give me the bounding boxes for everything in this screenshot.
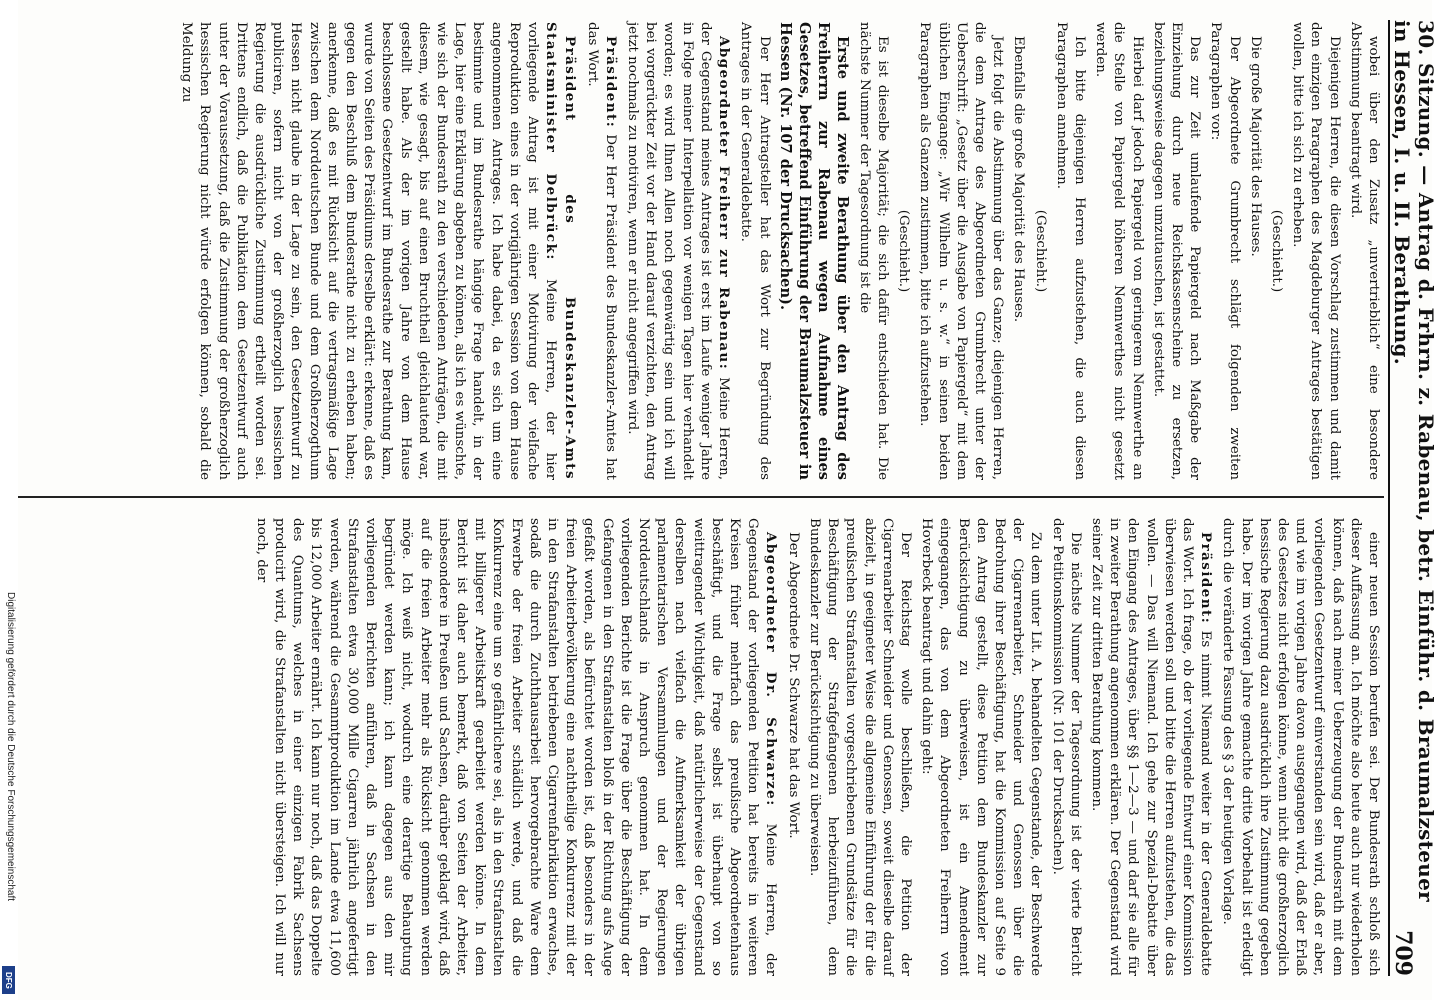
page-number: 709: [1390, 930, 1416, 976]
dfg-logo: DFG: [2, 966, 15, 994]
body-paragraph: Der Abgeordnete Grumbrecht schlägt folgenden zweiten Paragraphen vor:: [1208, 22, 1242, 480]
right-column: [12, 518, 1382, 976]
speaker-name: Abgeordneter Freiherr zur Rabenau:: [716, 36, 733, 371]
stage-direction: (Geschieht.): [1268, 209, 1284, 293]
speech-paragraph: [177, 22, 579, 480]
body-paragraph: Die große Majorität des Hauses.: [1247, 36, 1263, 257]
running-title: 30. Sitzung. — Antrag d. Frhrn. z. Rabenau, betr. Einführ. d. Braumalzsteuer in Hessen, I. u. II. Berathung.: [1390, 20, 1438, 902]
speech-text: Meine Herren, der Gegenstand meines Antrages ist erst im Laufe weniger Jahre in Folge meiner Interpellation vor wenigen Tagen hier verhandelt worden; es wird Ihnen Allen noch gegenwärtig sein und ich will bei vorgerückter Zeit vor der Hand darauf verzichten, den Antrag jetzt nochmals zu motiviren, wenn er nicht angegriffen wird.: [625, 22, 732, 481]
body-paragraph: Der Reichstag wolle beschließen, die Petition der Cigarrenarbeiter Schneider und Genossen, soweit dieselbe darauf abzielt, in geeigneter Weise die allgemeine Einführung der für die preußischen Strafanstalten vorgeschriebenen Grundsätze für die Beschäftigung der Strafgefangenen herbeizuführen, dem Bundeskanzler zur Berücksichtigung zu überweisen.: [806, 518, 913, 976]
page-header: [1388, 20, 1438, 976]
body-paragraph: Jetzt folgt die Abstimmung über das Ganze; diejenigen Herren, die dem Antrage des Abgeordneten Grumbrecht unter der Ueberschrift: „Gesetz über die Ausgabe von Papiergeld“ mit dem üblichen Eingange: „Wir Wilhelm u. s. w.“ in seinen beiden Paragraphen als Ganzem zustimmen, bitte ich aufzustehen.: [917, 22, 1006, 480]
speech-paragraph: [252, 518, 781, 976]
speaker-name: Präsident:: [1198, 532, 1215, 625]
body-paragraph: Ebenfalls die große Majorität des Hauses.: [1011, 36, 1027, 323]
body-paragraph: Ich bitte diejenigen Herren aufzustehen, die auch diesen Paragraphen annehmen.: [1053, 22, 1087, 480]
speaker-name: Präsident:: [602, 36, 619, 129]
body-paragraph: wobei über den Zusatz „unvertrieblich“ eine besondere Abstimmung beantragt wird.: [1347, 22, 1381, 480]
body-paragraph: Hierbei darf jedoch Papiergeld von geringerem Nennwerthe an die Stelle von Papiergeld höheren Nennwerthes nicht gesetzt werden.: [1093, 22, 1145, 480]
speaker-name: Präsident des Bundeskanzler-Amts Staatsminister Delbrück:: [543, 22, 579, 480]
agenda-heading: Erste und zweite Berathung über den Antrag des Freiherrn zur Rabenau wegen Aufnahme eines Gesetzes, betreffend Einführung der Braumalzsteuer in Hessen (Nr. 107 der Drucksachen).: [776, 22, 851, 480]
speaker-name: Abgeordneter Dr. Schwarze:: [763, 532, 780, 807]
left-column: [12, 22, 1382, 480]
speech-paragraph: [623, 22, 733, 480]
body-paragraph: Zu dem unter Lit. A. behandelten Gegenstande, der Beschwerde der Cigarrenarbeiter, Schneider und Genossen über die Bedrohung ihrer Beschäftigung, hat die Kommission auf Seite 9 den Antrag gestellt, diese Petition dem Bundeskanzler zur Berücksichtigung zu überweisen, ist ein Amendement eingegangen, das von dem Abgeordneten Freiherrn von Hoverbeck beantragt und dahin geht:: [919, 518, 1044, 976]
body-paragraph: einer neuen Session berufen sei. Der Bundesrath schloß sich dieser Auffassung an. Ich möchte also heute auch nur wiederholen können, daß nach meiner Ueberzeugung der Bundesrath mit dem vorliegenden Gesetzentwurf einverstanden sein wird, daß er aber, und wie im vorigen Jahre davon ausgegangen wird, daß der Erlaß des Gesetzes nicht erfolgen könne, wenn nicht die großherzoglich hessische Regierung dazu ausdrücklich ihre Zustimmung gegeben habe. Der im vorigen Jahre gemachte dritte Vorbehalt ist erledigt durch die veränderte Fassung des § 3 der heutigen Vorlage.: [1220, 518, 1381, 976]
speech-paragraph: [1087, 518, 1215, 976]
body-paragraph: Die nächste Nummer der Tagesordnung ist der vierte Bericht der Petitionskommission (Nr. 101 der Drucksachen).: [1049, 518, 1083, 976]
speech-paragraph: [582, 22, 619, 480]
body-paragraph: Der Herr Antragsteller hat das Wort zur Begründung des Antrages in der Generaldebatte.: [738, 22, 772, 480]
stage-direction: (Geschieht.): [1032, 209, 1048, 293]
body-paragraph: Es ist dieselbe Majorität; die sich dafür entschieden hat. Die nächste Nummer der Tagesordnung ist die: [856, 22, 890, 480]
body-paragraph: Der Abgeordnete Dr. Schwarze hat das Wort.: [785, 532, 801, 839]
speech-text: Meine Herren, der hier vorliegende Antrag ist mit einer Motivirung der vielfache Reproduktion eines in der vorigjährigen Session von dem Hause angenommenen Antrages. Ich habe dabei, da es sich um eine bestimmte und im Bundesrathe hängige Frage handelt, in der Lage, hier eine Erklärung abgeben zu können, als ich es wünschte, wie sich der Bundesrath zu den verschiedenen Anträgen, die mit diesem, wie gesagt, bis auf einen Bruchtheil gleichlautend war, gestellt habe. Als der im vorigen Jahre von dem Hause beschlossene Gesetzentwurf im Bundesrathe zur Berathung kam, wurde von Seiten des Präsidiums derselbe erklärt: erkenne, daß es gegen den Beschluß dem Bundesrathe nicht zu erheben haben; anerkenne, daß es mit Rücksicht auf die vertragsmäßige Lage zwischen dem Norddeutschen Bunde und dem Großherzogthum Hessen nicht glaube in der Lage zu sein, den Gesetzentwurf zu publiciren, sofern nicht von der großherzoglich hessischen Regierung die ausdrückliche Zustimmung ertheilt worden sei. Drittens endlich, daß die Publikation dem Gesetzentwurf auch unter der Voraussetzung, daß die Zustimmung der großherzoglich hessischen Regierung nicht würde erfolgen können, sobald die Meldung zu: [179, 22, 559, 481]
speech-text: Es nimmt Niemand weiter in der Generaldebatte das Wort. Ich frage, ob der vorliegende Entwurf einer Kommission überwiesen werden soll und bitte die Herren aufzustehen, die das wollen. — Das will Niemand. Ich gehe zur Spezial-Debatte über den Eingang des Antrages, über §§ 1—2—3 — und darf sie alle für in zweiter Berathung angenommen erklären. Der Gegenstand wird seiner Zeit zur dritten Berathung kommen.: [1088, 518, 1214, 976]
stage-direction: (Geschieht.): [896, 209, 912, 293]
column-divider: [8, 496, 1384, 498]
body-paragraph: Diejenigen Herren, die diesen Vorschlag zustimmen und damit den einzigen Paragraphen des Magdeburger Antrages bestätigen wollen, bitte ich sich zu erheben.: [1290, 22, 1342, 480]
speech-text: Meine Herren, der Gegenstand der vorliegenden Petition hat bereits in weiteren Kreisen früher mehrfach das preußische Abgeordnetenhaus beschäftigt, und die Frage selbst ist überhaupt von so weittragender Wichtigkeit, daß natürlicherweise der Gegenstand derselben nach vielfach die Aufmerksamkeit der übrigen parlamentarischen Versammlungen und der Regierungen Norddeutschlands in Anspruch genommen hat. In dem vorliegenden Berichte ist die Frage über die Beschäftigung der Gefangenen in den Strafanstalten bloß in der Richtung aufs Auge gefaßt worden, als befürchtet worden ist, daß besonders in der freien Arbeiterbevölkerung eine nachtheilige Konkurrenz mit der in den Strafanstalten betriebenen Cigarrenfabrikation erwachse, sodaß die durch Zuchthausarbeit hervorgebrachte Ware dem Erwerbe der freien Arbeiter schädlich werde, und daß die Konkurrenz eine um so gefährlichere sei, als in den Strafanstalten mit billigerer Arbeitskraft gearbeitet werden könne. In dem Bericht ist daher auch bemerkt, daß von Seiten der Arbeiter, insbesondere in Preußen und Sachsen, darüber geklagt wird, daß auf die freien Arbeiter mehr als Rücksicht genommen werden möge. Ich weiß nicht, wodurch eine derartige Behauptung begründet werden kann; ich kann dagegen aus den mir vorliegenden Berichten anführen, daß in Sachsen in den Strafanstalten etwa 30,000 Mille Cigarren jährlich angefertigt werden, während die Gesammtproduktion im Lande etwa 11,600 bis 12,000 Arbeiter ernährt. Ich kann nur noch, daß das Doppelte des Quantums, welches in einer einzigen Fabrik Sachsens producirt wird, die Strafanstalten nicht übersteigen. Ich will nur noch, der: [253, 518, 779, 976]
body-paragraph: Das zur Zeit umlaufende Papiergeld nach Maßgabe der Einziehung durch neue Reichskassenscheine zu ersetzen, beziehungsweise dagegen umzutauschen, ist gestattet.: [1150, 22, 1203, 480]
speech-text: Der Herr Präsident des Bundeskanzler-Amtes hat das Wort.: [584, 22, 618, 480]
funding-note: Digitalisierung gefördert durch die Deutsche Forschungsgemeinschaft: [5, 592, 16, 902]
footer-strip: [0, 0, 18, 1000]
